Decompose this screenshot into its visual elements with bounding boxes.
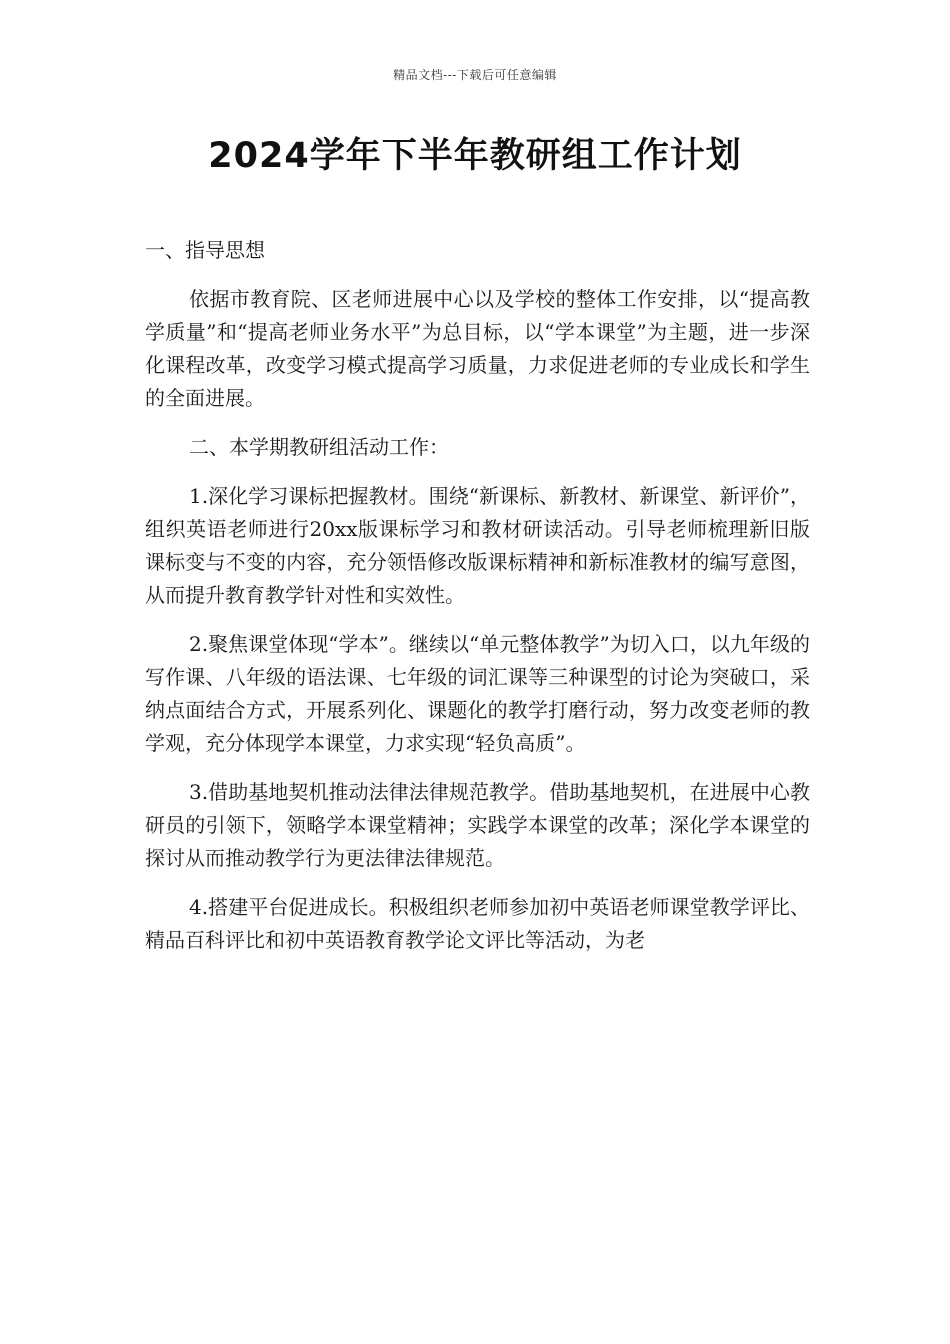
paragraph-item-1: 1.深化学习课标把握教材。围绕“新课标、新教材、新课堂、新评价”，组织英语老师进行20xx版课标学习和教材研读活动。引导老师梳理新旧版课标变与不变的内容，充分领悟修改版课标精神和新标准教材的编写意图，从而提升教育教学针对性和实效性。 (145, 484, 810, 607)
paragraph-item-4: 4.搭建平台促进成长。积极组织老师参加初中英语老师课堂教学评比、精品百科评比和初中英语教育教学论文评比等活动，为老 (145, 895, 810, 952)
header-note: 精品文档---下载后可任意编辑 (393, 68, 557, 82)
paragraph-item-3: 3.借助基地契机推动法律法律规范教学。借助基地契机，在进展中心教研员的引领下，领略学本课堂精神；实践学本课堂的改革；深化学本课堂的探讨从而推动教学行为更法律法律规范。 (145, 780, 810, 870)
paragraph-item-2: 2.聚焦课堂体现“学本”。继续以“单元整体教学”为切入口，以九年级的写作课、八年级的语法课、七年级的词汇课等三种课型的讨论为突破口，采纳点面结合方式，开展系列化、课题化的教学打磨行动，努力改变老师的教学观，充分体现学本课堂，力求实现“轻负高质”。 (145, 632, 810, 755)
section-heading-activities: 二、本学期教研组活动工作： (189, 435, 449, 459)
document-body (145, 234, 810, 973)
document-title: 2024学年下半年教研组工作计划 (208, 136, 742, 176)
paragraph-guiding-thought: 依据市教育院、区老师进展中心以及学校的整体工作安排，以“提高教学质量”和“提高老师业务水平”为总目标，以“学本课堂”为主题，进一步深化课程改革，改变学习模式提高学习质量，力求促进老师的专业成长和学生的全面进展。 (145, 287, 810, 410)
section-heading-guiding-thought: 一、指导思想 (145, 238, 265, 262)
